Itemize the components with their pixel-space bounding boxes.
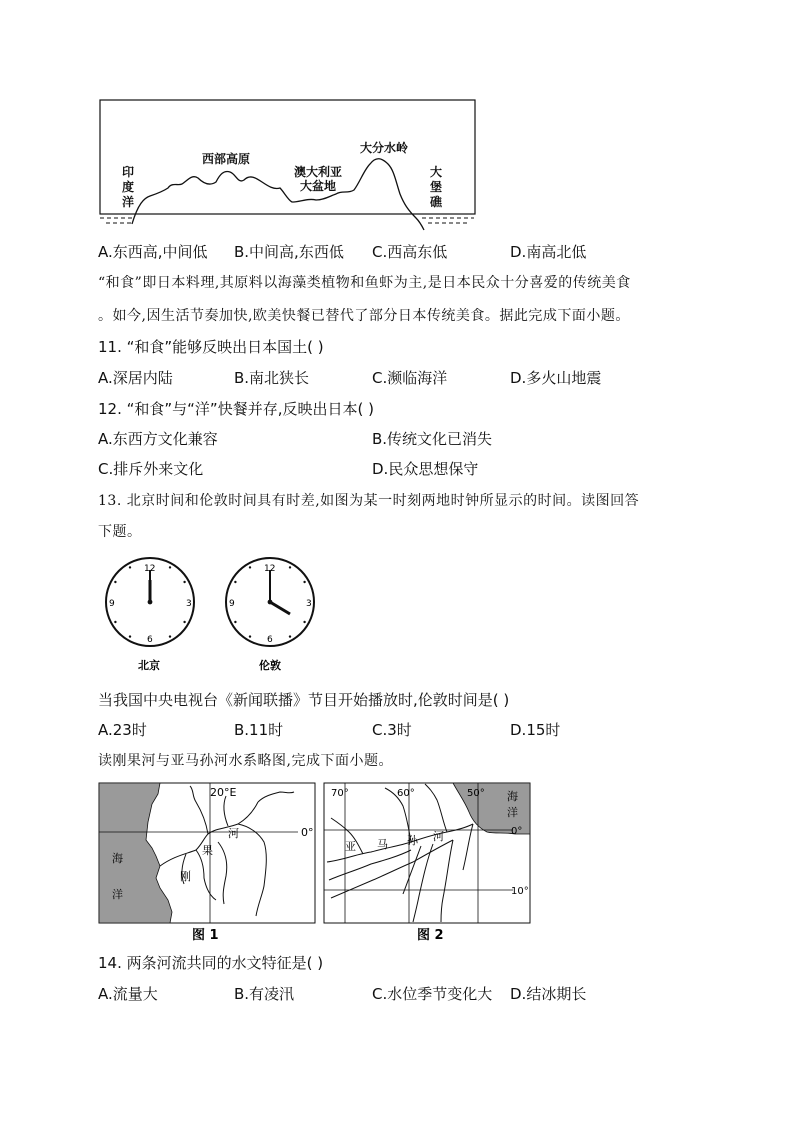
london-clock [226, 558, 314, 646]
q13-stem: 当我国中央电视台《新闻联播》节目开始播放时,伦敦时间是( ) [98, 691, 510, 709]
q14-option-c[interactable]: C.水位季节变化大 [372, 985, 493, 1003]
q11-option-c[interactable]: C.濒临海洋 [372, 369, 448, 387]
q10-option-b[interactable]: B.中间高,东西低 [234, 243, 344, 261]
q13-intro-line-1: 13. 北京时间和伦敦时间具有时差,如图为某一时刻两地时钟所显示的时间。读图回答 [98, 493, 640, 509]
q12-option-b[interactable]: B.传统文化已消失 [372, 430, 493, 448]
q13-option-d[interactable]: D.15时 [510, 721, 561, 739]
beijing-clock-num-3: 3 [186, 599, 192, 609]
q14-stem: 14. 两条河流共同的水文特征是( ) [98, 954, 324, 972]
clocks-figure [100, 552, 330, 676]
london-clock-num-9: 9 [229, 599, 235, 609]
west-plateau-label: 西部高原 [202, 152, 251, 166]
q13-intro-line-2: 下题。 [98, 524, 142, 540]
rivers-intro: 读刚果河与亚马孙河水系略图,完成下面小题。 [98, 753, 393, 769]
q13-option-a[interactable]: A.23时 [98, 721, 147, 739]
map2-river-char-2: 马 [377, 838, 388, 851]
q10-option-c[interactable]: C.西高东低 [372, 243, 448, 261]
q14-option-b[interactable]: B.有凌汛 [234, 985, 295, 1003]
london-clock-num-6: 6 [267, 635, 273, 645]
map2-lat-0: 0° [511, 826, 523, 837]
q12-stem: 12. “和食”与“洋”快餐并存,反映出日本( ) [98, 400, 374, 418]
beijing-clock [106, 558, 194, 646]
q11-option-d[interactable]: D.多火山地震 [510, 369, 602, 387]
map1-river-char-3: 刚 [180, 870, 191, 883]
q14-option-a[interactable]: A.流量大 [98, 985, 158, 1003]
australia-profile-figure [96, 96, 480, 236]
beijing-clock-num-9: 9 [109, 599, 115, 609]
london-label: 伦敦 [259, 659, 281, 672]
great-dividing-range-label: 大分水岭 [360, 141, 409, 155]
map2-river-char-1: 亚 [345, 840, 356, 853]
beijing-clock-num-6: 6 [147, 635, 153, 645]
london-clock-num-12: 12 [264, 564, 276, 574]
map1-caption: 图 1 [192, 928, 219, 942]
map2-lon-60: 60° [397, 788, 415, 799]
q14-option-d[interactable]: D.结冰期长 [510, 985, 587, 1003]
beijing-label: 北京 [138, 659, 160, 672]
map1-lon-label: 20°E [210, 786, 237, 799]
q12-option-d[interactable]: D.民众思想保守 [372, 460, 479, 478]
q10-option-a[interactable]: A.东西高,中间低 [98, 243, 208, 261]
basin-label-1: 澳大利亚 [294, 165, 343, 179]
map2-river-char-4: 河 [433, 830, 444, 843]
barrier-reef-char-3: 礁 [430, 195, 443, 209]
map-congo-river [98, 782, 318, 942]
q12-option-a[interactable]: A.东西方文化兼容 [98, 430, 218, 448]
map1-river-char-2: 果 [202, 844, 213, 857]
indian-ocean-char-2: 度 [122, 180, 135, 194]
q12-option-c[interactable]: C.排斥外来文化 [98, 460, 204, 478]
map2-lat-10: 10° [511, 886, 529, 897]
q11-option-a[interactable]: A.深居内陆 [98, 369, 173, 387]
map2-ocean-char-1: 海 [507, 790, 518, 803]
map1-river-char-1: 河 [228, 827, 239, 840]
q11-option-b[interactable]: B.南北狭长 [234, 369, 310, 387]
map2-ocean-char-2: 洋 [507, 806, 518, 819]
map-amazon-river [323, 782, 535, 942]
washoku-passage-line-2: 。如今,因生活节奏加快,欧美快餐已替代了部分日本传统美食。据此完成下面小题。 [98, 308, 630, 324]
map1-lat-label: 0° [301, 826, 314, 839]
map2-river-char-3: 孙 [407, 834, 418, 847]
q13-option-b[interactable]: B.11时 [234, 721, 284, 739]
q13-option-c[interactable]: C.3时 [372, 721, 412, 739]
map2-lon-50: 50° [467, 788, 485, 799]
beijing-clock-num-12: 12 [144, 564, 156, 574]
indian-ocean-char-1: 印 [122, 165, 135, 179]
map2-lon-70: 70° [331, 788, 349, 799]
barrier-reef-char-1: 大 [430, 165, 443, 179]
map2-caption: 图 2 [417, 928, 444, 942]
q10-option-d[interactable]: D.南高北低 [510, 243, 587, 261]
indian-ocean-char-3: 洋 [122, 195, 135, 209]
london-clock-num-3: 3 [306, 599, 312, 609]
barrier-reef-char-2: 堡 [430, 180, 443, 194]
washoku-passage-line-1: “和食”即日本料理,其原料以海藻类植物和鱼虾为主,是日本民众十分喜爱的传统美食 [98, 275, 631, 291]
map1-ocean-char-2: 洋 [112, 888, 123, 901]
basin-label-2: 大盆地 [300, 179, 337, 193]
q11-stem: 11. “和食”能够反映出日本国土( ) [98, 338, 324, 356]
map1-ocean-char-1: 海 [112, 852, 123, 865]
